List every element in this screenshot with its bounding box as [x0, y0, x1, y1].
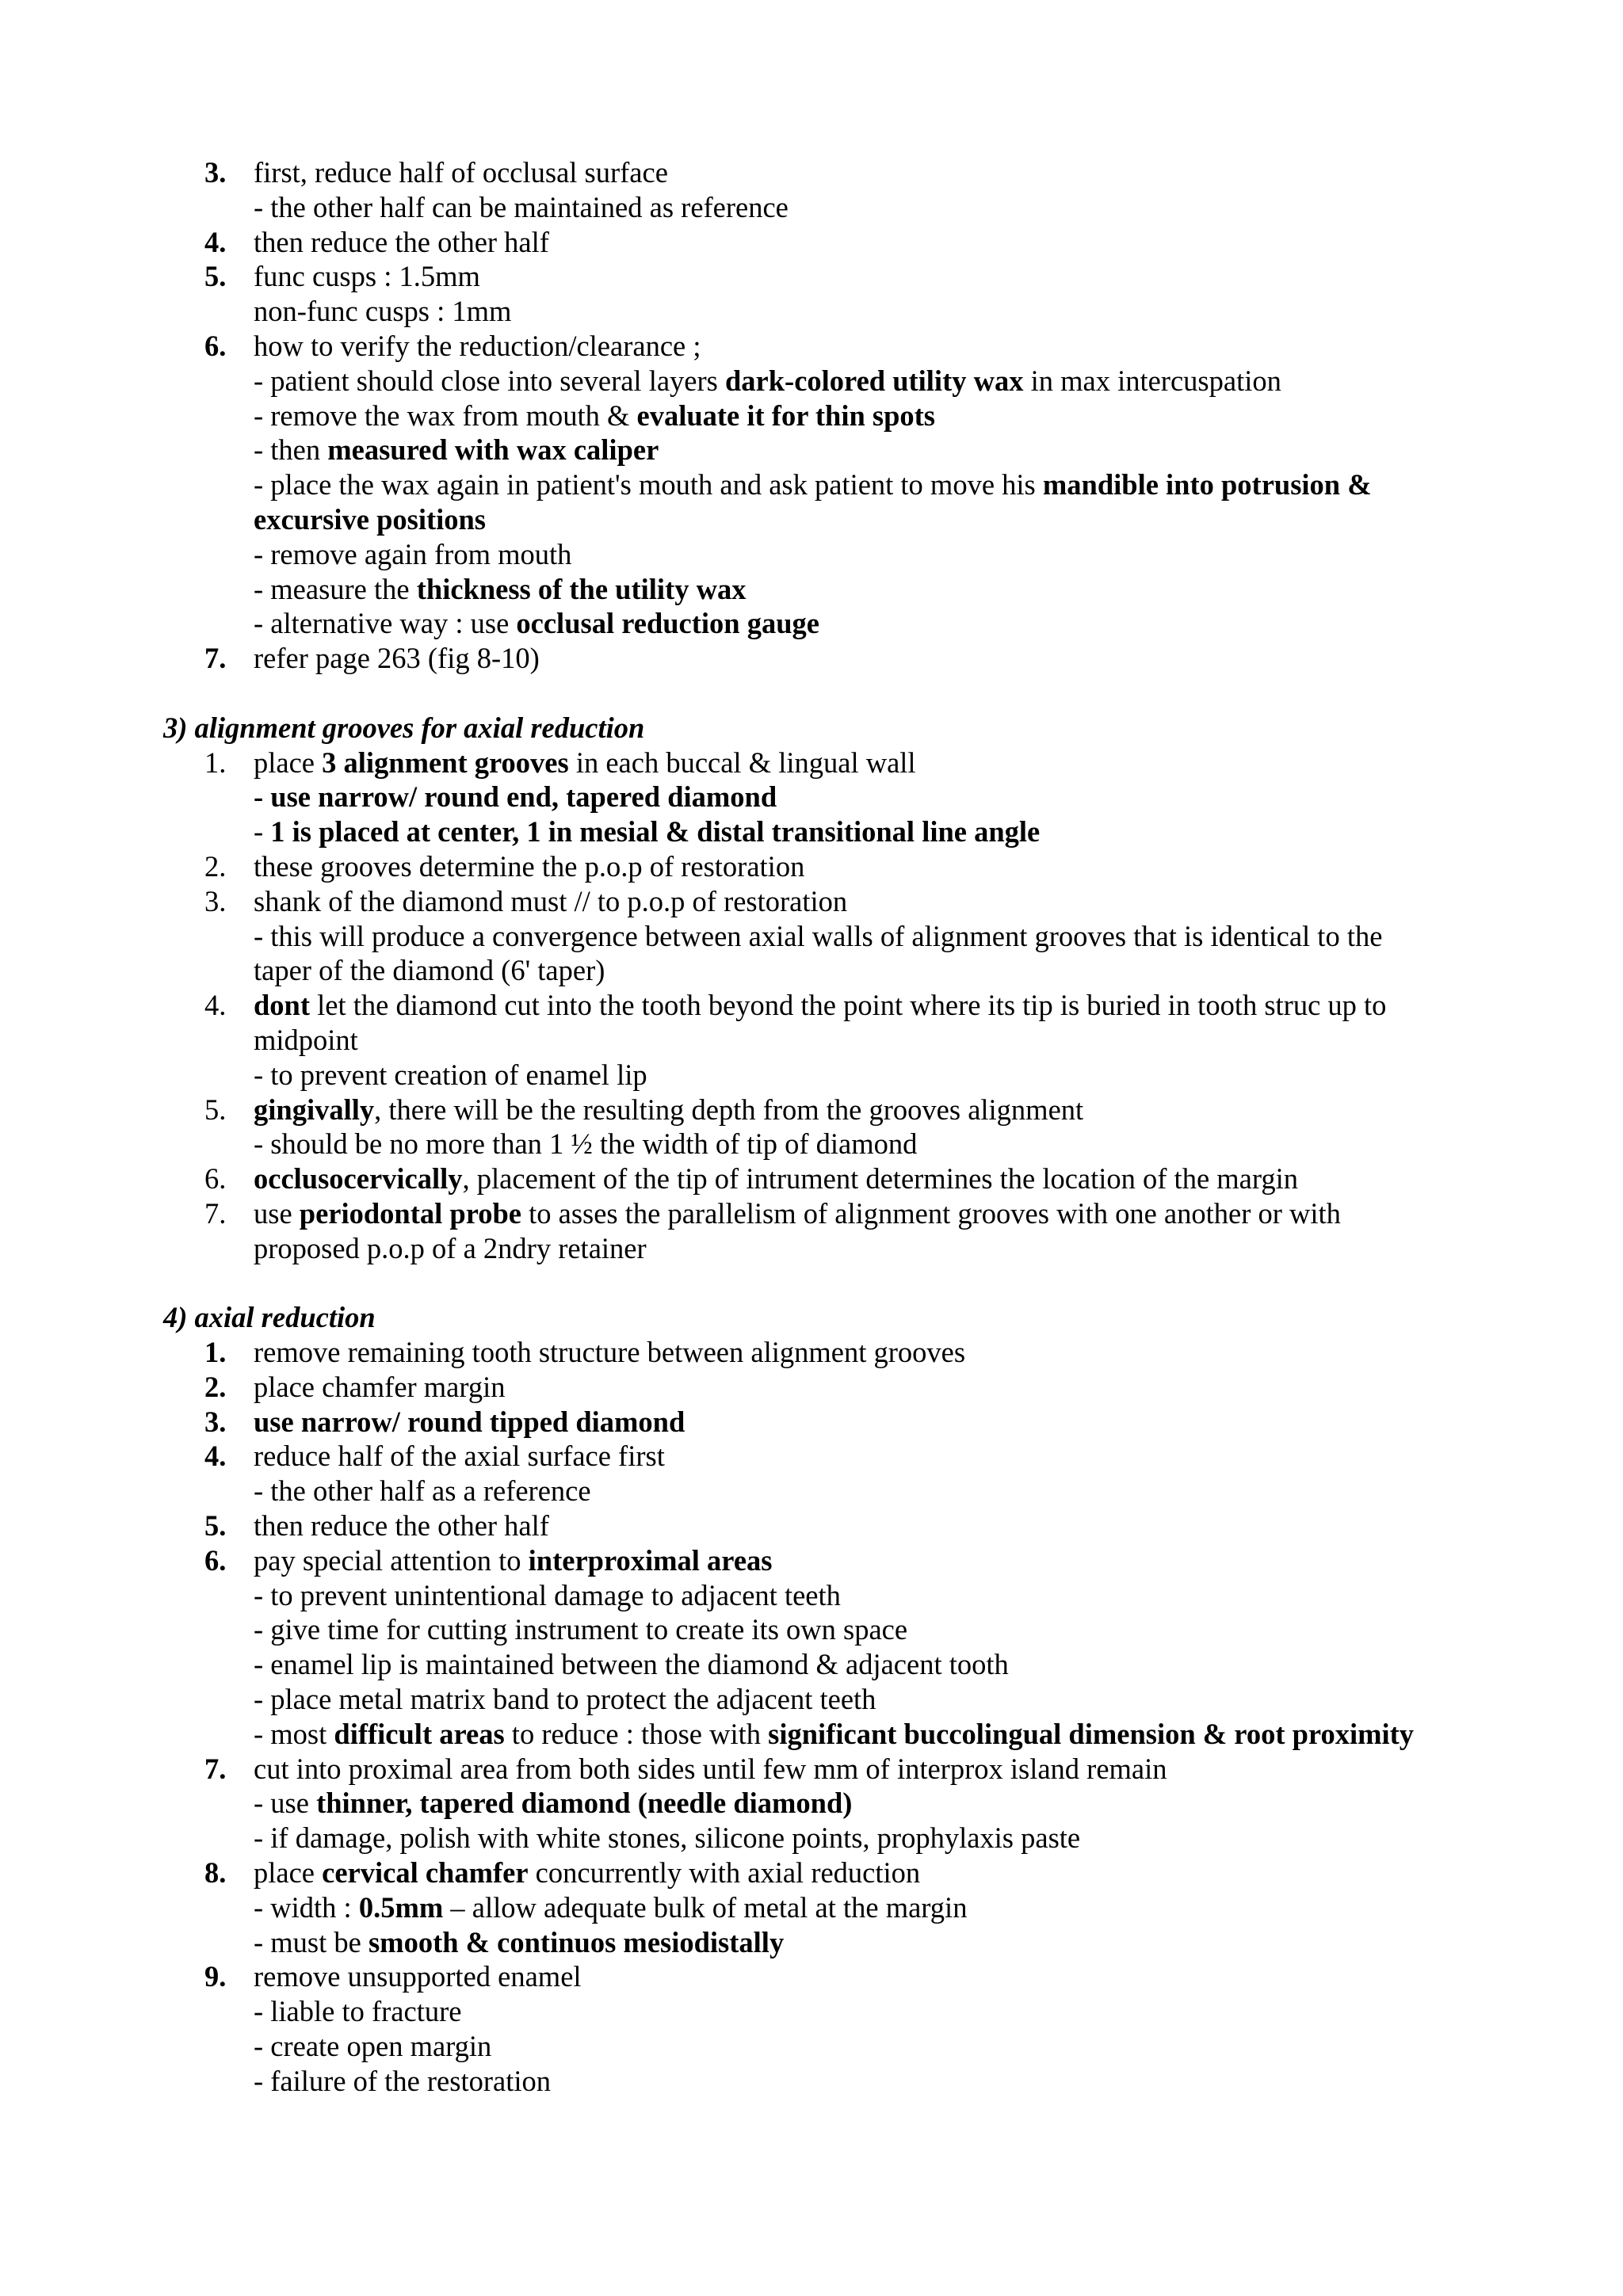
list-number: 6. — [204, 1544, 227, 1577]
list-subitem: - the other half as a reference — [254, 1474, 591, 1507]
list-item: shank of the diamond must // to p.o.p of restoration — [254, 885, 848, 917]
list-subitem: - to prevent creation of enamel lip — [254, 1058, 647, 1091]
list-subitem: - then measured with wax caliper — [254, 433, 659, 466]
list-subitem: - patient should close into several layers dark-colored utility wax in max intercuspation — [254, 364, 1281, 397]
list-item: use periodontal probe to asses the parallelism of alignment grooves with one another or with — [254, 1197, 1341, 1230]
list-item: refer page 263 (fig 8-10) — [254, 642, 540, 674]
list-number: 4. — [204, 1440, 227, 1472]
list-number: 5. — [204, 1509, 227, 1542]
list-item: then reduce the other half — [254, 1509, 549, 1542]
list-item: reduce half of the axial surface first — [254, 1440, 665, 1472]
list-number: 3. — [204, 1405, 227, 1438]
list-item: then reduce the other half — [254, 226, 549, 258]
list-subitem: - should be no more than 1 ½ the width of tip of diamond — [254, 1127, 918, 1160]
list-subitem: - place metal matrix band to protect the adjacent teeth — [254, 1683, 876, 1715]
list-item: place chamfer margin — [254, 1371, 506, 1403]
list-number: 7. — [204, 642, 227, 674]
list-subitem: - use thinner, tapered diamond (needle diamond) — [254, 1787, 853, 1819]
list-number: 6. — [204, 1162, 227, 1195]
list-number: 5. — [204, 1093, 227, 1126]
list-number: 1. — [204, 746, 227, 779]
list-subitem: - remove again from mouth — [254, 538, 572, 570]
list-subitem: - alternative way : use occlusal reduction gauge — [254, 607, 819, 639]
list-number: 9. — [204, 1960, 227, 1993]
list-number: 7. — [204, 1753, 227, 1785]
list-subitem: - place the wax again in patient's mouth and ask patient to move his mandible into potrusion & — [254, 468, 1372, 501]
list-item: place cervical chamfer concurrently with axial reduction — [254, 1856, 921, 1889]
list-subitem: - use narrow/ round end, tapered diamond — [254, 780, 777, 813]
list-number: 7. — [204, 1197, 227, 1230]
list-subitem: - width : 0.5mm – allow adequate bulk of metal at the margin — [254, 1891, 968, 1924]
list-subitem: non-func cusps : 1mm — [254, 295, 512, 327]
list-item: place 3 alignment grooves in each buccal & lingual wall — [254, 746, 916, 779]
list-subitem: - the other half can be maintained as reference — [254, 191, 789, 223]
list-item: remove unsupported enamel — [254, 1960, 582, 1993]
list-subitem: - must be smooth & continuos mesiodistally — [254, 1926, 785, 1958]
list-subitem: proposed p.o.p of a 2ndry retainer — [254, 1232, 647, 1264]
list-number: 4. — [204, 226, 227, 258]
list-item: these grooves determine the p.o.p of restoration — [254, 850, 805, 883]
list-subitem: - this will produce a convergence between axial walls of alignment grooves that is identical to the — [254, 920, 1383, 952]
list-item: cut into proximal area from both sides until few mm of interprox island remain — [254, 1753, 1167, 1785]
list-item: pay special attention to interproximal areas — [254, 1544, 773, 1577]
section-heading: 4) axial reduction — [163, 1301, 376, 1333]
list-item: gingivally, there will be the resulting depth from the grooves alignment — [254, 1093, 1084, 1126]
list-subitem: - create open margin — [254, 2030, 492, 2062]
list-number: 1. — [204, 1336, 227, 1368]
list-subitem: - if damage, polish with white stones, silicone points, prophylaxis paste — [254, 1821, 1081, 1854]
list-item: remove remaining tooth structure between alignment grooves — [254, 1336, 966, 1368]
list-subitem: - remove the wax from mouth & evaluate it for thin spots — [254, 399, 936, 432]
list-number: 8. — [204, 1856, 227, 1889]
list-subitem: excursive positions — [254, 503, 487, 536]
list-number: 4. — [204, 989, 227, 1021]
list-item: first, reduce half of occlusal surface — [254, 156, 668, 189]
list-number: 6. — [204, 330, 227, 362]
list-subitem: - 1 is placed at center, 1 in mesial & distal transitional line angle — [254, 815, 1041, 848]
list-item: how to verify the reduction/clearance ; — [254, 330, 701, 362]
list-number: 3. — [204, 156, 227, 189]
list-number: 2. — [204, 1371, 227, 1403]
list-subitem: - measure the thickness of the utility wax — [254, 573, 747, 605]
list-item: occlusocervically, placement of the tip of intrument determines the location of the margin — [254, 1162, 1299, 1195]
list-subitem: - failure of the restoration — [254, 2065, 551, 2097]
list-subitem: taper of the diamond (6' taper) — [254, 954, 605, 986]
list-subitem: - most difficult areas to reduce : those with significant buccolingual dimension & root proximity — [254, 1718, 1415, 1750]
list-subitem: midpoint — [254, 1024, 358, 1056]
list-subitem: - to prevent unintentional damage to adjacent teeth — [254, 1579, 841, 1611]
list-number: 5. — [204, 260, 227, 292]
section-heading: 3) alignment grooves for axial reduction — [163, 711, 645, 744]
list-number: 3. — [204, 885, 227, 917]
list-number: 2. — [204, 850, 227, 883]
list-subitem: - liable to fracture — [254, 1995, 462, 2027]
list-subitem: - give time for cutting instrument to create its own space — [254, 1613, 908, 1646]
list-subitem: - enamel lip is maintained between the diamond & adjacent tooth — [254, 1648, 1009, 1680]
list-item: func cusps : 1.5mm — [254, 260, 480, 292]
list-item: use narrow/ round tipped diamond — [254, 1405, 685, 1438]
list-item: dont let the diamond cut into the tooth beyond the point where its tip is buried in tooth struc up to — [254, 989, 1387, 1021]
